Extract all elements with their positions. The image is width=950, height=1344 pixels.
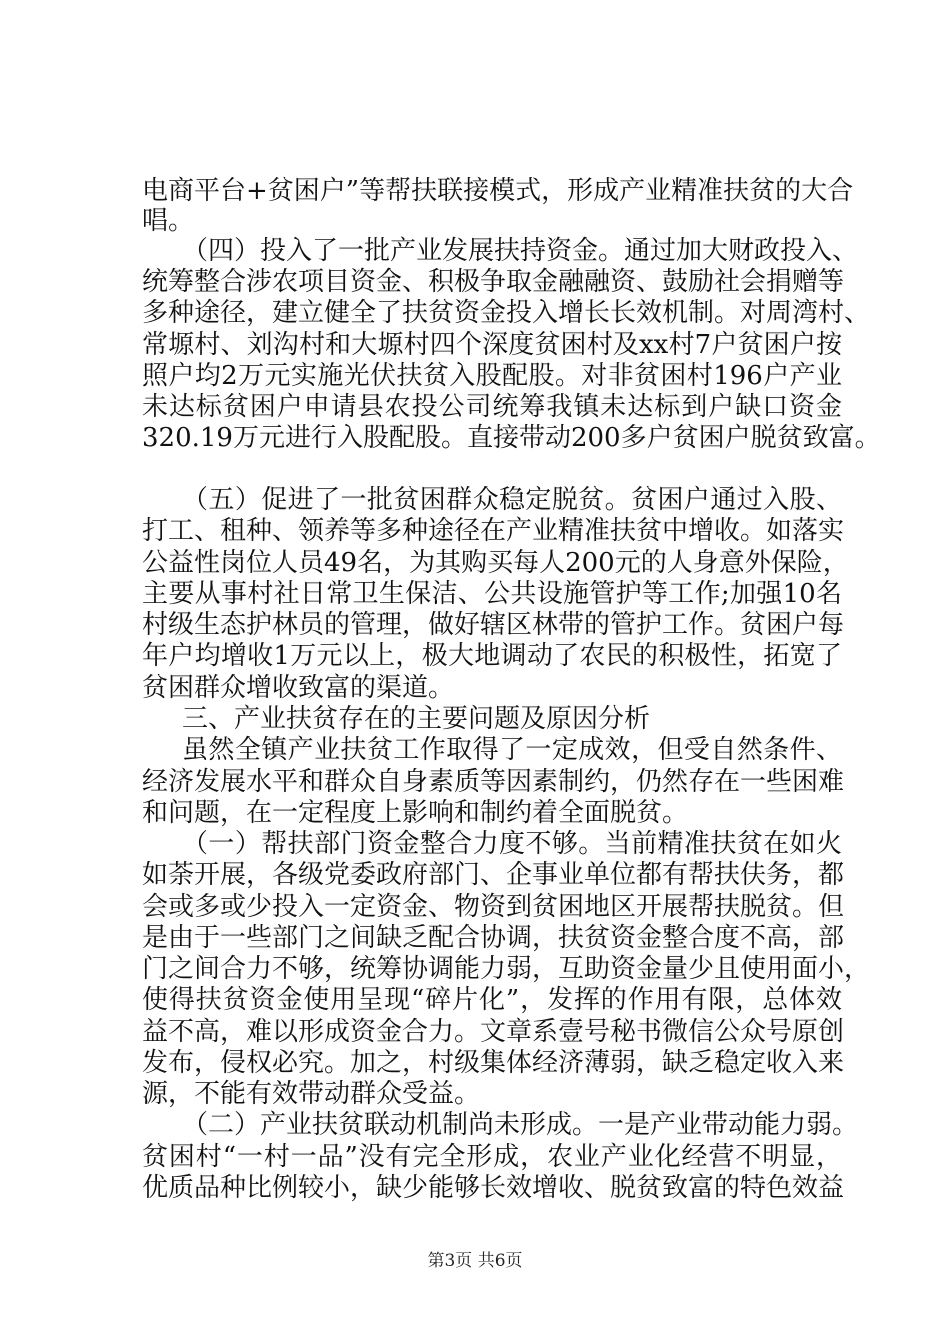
text-line: 虽然全镇产业扶贫工作取得了一定成效，但受自然条件、 [182, 735, 842, 765]
text-line: 年户均增收1万元以上，极大地调动了农民的积极性，拓宽了 [142, 641, 842, 671]
text-line: 公益性岗位人员49名，为其购买每人200元的人身意外保险， [142, 548, 849, 578]
text-line: 是由于一些部门之间缺乏配合协调，扶贫资金整合度不高，部 [142, 923, 845, 953]
text-line: 优质品种比例较小，缺少能够长效增收、脱贫致富的特色效益 [142, 1173, 845, 1203]
text-line: 电商平台+贫困户”等帮扶联接模式，形成产业精准扶贫的大合 [142, 176, 854, 206]
text-line: 照户均2万元实施光伏扶贫入股配股。对非贫困村196户产业 [142, 361, 842, 391]
text-line: 源，不能有效带动群众受益。 [142, 1079, 481, 1109]
text-line: 未达标贫困户申请县农投公司统筹我镇未达标到户缺口资金 [142, 392, 842, 422]
text-line: 320.19万元进行入股配股。直接带动200多户贫困户脱贫致富。 [142, 423, 881, 453]
text-line: 和问题，在一定程度上影响和制约着全面脱贫。 [142, 798, 689, 828]
text-line: 使得扶贫资金使用呈现“碎片化”，发挥的作用有限，总体效 [142, 985, 842, 1015]
section-heading-4: （四）投入了一批产业发展扶持资金。通过加大财政投入、 [182, 236, 859, 266]
page-footer: 第3页 共6页 [427, 1251, 523, 1271]
text-line: 益不高，难以形成资金合力。文章系壹号秘书微信公众号原创 [142, 1017, 845, 1047]
section-heading-2: （二）产业扶贫联动机制尚未形成。一是产业带动能力弱。 [182, 1110, 859, 1140]
text-line: 主要从事村社日常卫生保洁、公共设施管护等工作;加强10名 [142, 579, 842, 609]
text-line: 常塬村、刘沟村和大塬村四个深度贫困村及xx村7户贫困户按 [142, 330, 842, 360]
text-line: 统筹整合涉农项目资金、积极争取金融融资、鼓励社会捐赠等 [142, 267, 845, 297]
text-line: 多种途径，建立健全了扶贫资金投入增长长效机制。对周湾村、 [142, 298, 871, 328]
section-heading-5: （五）促进了一批贫困群众稳定脱贫。贫困户通过入股、 [182, 485, 842, 515]
text-line: 贫困群众增收致富的渠道。 [142, 673, 455, 703]
text-line: 发布，侵权必究。加之，村级集体经济薄弱，缺乏稳定收入来 [142, 1048, 845, 1078]
text-line: 经济发展水平和群众自身素质等因素制约，仍然存在一些困难 [142, 767, 845, 797]
section-heading-1: （一）帮扶部门资金整合力度不够。当前精准扶贫在如火 [182, 829, 842, 859]
section-heading-3: 三、产业扶贫存在的主要问题及原因分析 [182, 704, 651, 734]
text-line: 如荼开展，各级党委政府部门、企事业单位都有帮扶伕务，都 [142, 860, 845, 890]
text-line: 唱。 [142, 206, 195, 236]
text-line: 会或多或少投入一定资金、物资到贫困地区开展帮扶脱贫。但 [142, 892, 845, 922]
text-line: 村级生态护林员的管理，做好辖区林带的管护工作。贫困户每 [142, 610, 845, 640]
text-line: 门之间合力不够，统筹协调能力弱，互助资金量少且使用面小， [142, 954, 871, 984]
text-line: 打工、租种、领养等多种途径在产业精准扶贫中增收。如落实 [142, 516, 845, 546]
text-line: 贫困村“一村一品”没有完全形成，农业产业化经营不明显， [142, 1142, 842, 1172]
